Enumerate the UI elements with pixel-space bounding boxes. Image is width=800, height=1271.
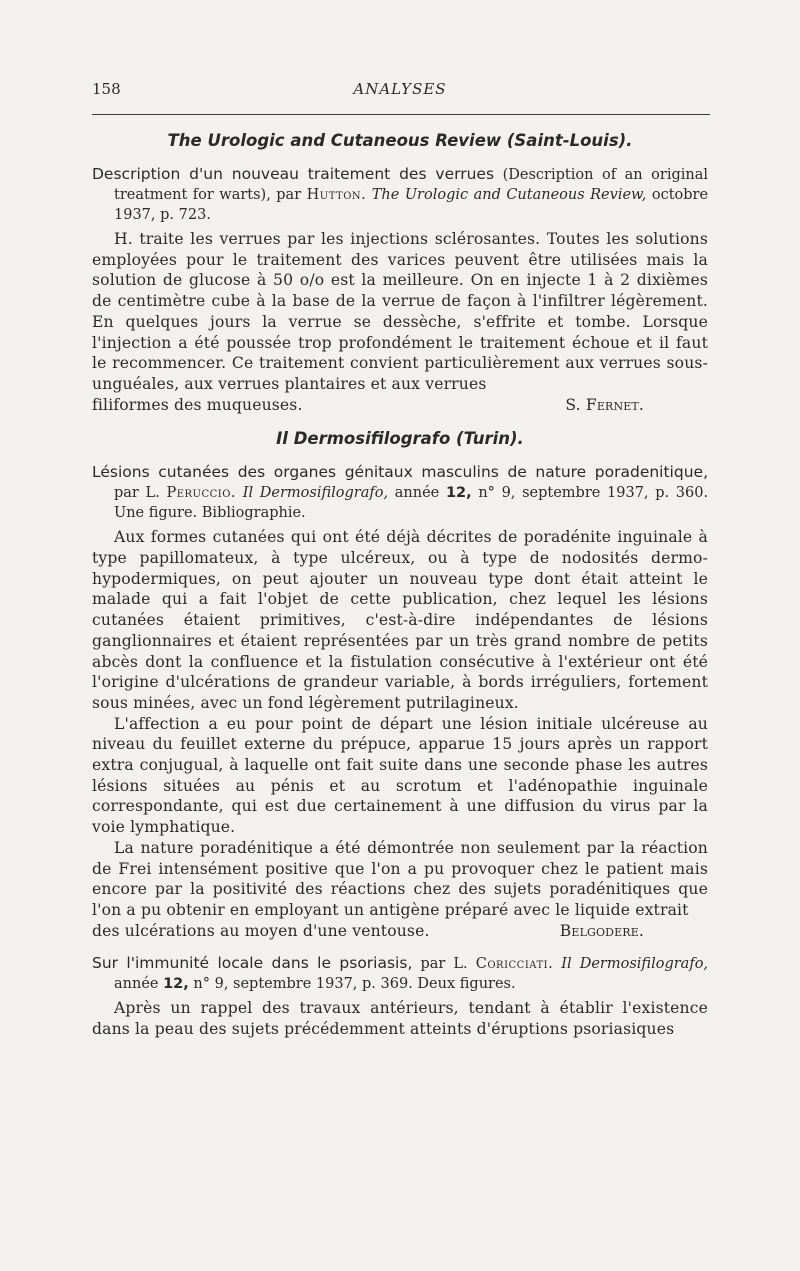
paragraph-end	[92, 395, 708, 416]
header-rule	[92, 114, 710, 115]
article-meta: année	[394, 485, 440, 502]
article-author: Peruccio.	[166, 485, 237, 502]
journal-heading: The Urologic and Cutaneous Review (Saint-Louis).	[167, 131, 633, 150]
page-number: 158	[92, 80, 121, 98]
article-title: Sur l'immunité locale dans le psoriasis,	[92, 954, 413, 973]
article-meta: par L.	[420, 956, 468, 973]
article-heading	[92, 462, 708, 523]
running-head	[92, 78, 708, 104]
signature: S. Fernet.	[565, 395, 644, 414]
article-meta: octobre 1937, p. 723.	[114, 187, 709, 223]
article-volume: 12,	[163, 976, 189, 993]
paragraph: L'affection a eu pour point de départ une lésion initiale ulcéreuse au niveau du feuillet externe du prépuce, apparue 15 jours après un rapport extra conjugual, à laquelle ont fait suite dans une seconde phase les autres lésions situées au pénis et au scrotum et l'adénopathie inguinale correspondante, qui est due certainement à une diffusion du virus par la voie lymphatique.	[92, 714, 708, 837]
running-title: ANALYSES	[353, 80, 447, 98]
paragraph-end	[92, 921, 708, 942]
paragraph: Après un rappel des travaux antérieurs, tendant à établir l'existence dans la peau des sujets précédemment atteints d'éruptions psoriasiques	[92, 999, 708, 1039]
paragraph: H. traite les verrues par les injections sclérosantes. Toutes les solutions employées pour le traitement des varices peuvent être utilisées mais la solution de glucose à 50 o/o est la meilleure. On en injecte 1 à 2 dixièmes de centimètre cube à la base de la verrue de façon à l'infiltrer légèrement. En quelques jours la verrue se dessèche, s'effrite et tombe. Lorsque l'injection a été poussée trop profondément le traitement échoue et il faut le recommencer. Ce traitement convient particulièrement aux verrues sous-unguéales, aux verrues plantaires et aux verrues	[92, 230, 708, 393]
article-author: Hutton.	[306, 187, 367, 203]
article-meta: par L.	[114, 485, 160, 502]
article-source: Il Dermosifilografo,	[561, 956, 709, 973]
article-title: Lésions cutanées des organes génitaux masculins de nature poradenitique,	[92, 463, 708, 482]
article-meta: n° 9, septembre 1937, p. 360. Une figure. Bibliographie.	[114, 485, 709, 522]
article-meta: n° 9, septembre 1937, p. 369. Deux figures.	[193, 976, 516, 993]
paragraph: La nature poradénitique a été démontrée non seulement par la réaction de Frei intensément positive que l'on a pu provoquer chez le patient mais encore par la positivité des réactions chez des sujets poradénitiques que l'on a pu obtenir en employant un antigène préparé avec le liquide extrait	[92, 838, 708, 919]
article-volume: 12,	[445, 485, 472, 502]
article-source: Il Dermosifilografo,	[242, 485, 389, 502]
paragraph: Aux formes cutanées qui ont été déjà décrites de poradénite inguinale à type papillomateux, à type ulcéreux, ou à type de nodosités dermo-hypodermiques, on peut ajouter un nouveau type dont était atteint le malade qui a fait l'objet de cette publication, chez lequel les lésions cutanées étaient primitives, c'est-à-dire indépendantes de lésions ganglionnaires et étaient représentées par un très grand nombre de petits abcès dont la confluence et la fistulation consécutive à l'extérieur ont été l'origine d'ulcérations de grandeur variable, à bords irréguliers, fortement sous minées, avec un fond légèrement putrilagineux.	[92, 528, 708, 712]
article-title: Description d'un nouveau traitement des verrues	[92, 165, 495, 183]
page	[92, 78, 708, 1040]
article-meta: (Description of an original treatment for warts), par	[114, 167, 709, 203]
journal-heading: Il Dermosifilografo (Turin).	[276, 429, 524, 449]
paragraph-last-line: filiformes des muqueuses.	[92, 395, 303, 414]
article-meta: année	[114, 976, 159, 993]
paragraph-last-line: des ulcérations au moyen d'une ventouse.	[92, 921, 430, 940]
article-author: Coricciati.	[475, 956, 554, 973]
article-heading	[92, 953, 708, 994]
article-source: The Urologic and Cutaneous Review,	[371, 187, 647, 203]
signature: Belgodere.	[559, 921, 644, 940]
article-heading	[92, 164, 708, 225]
